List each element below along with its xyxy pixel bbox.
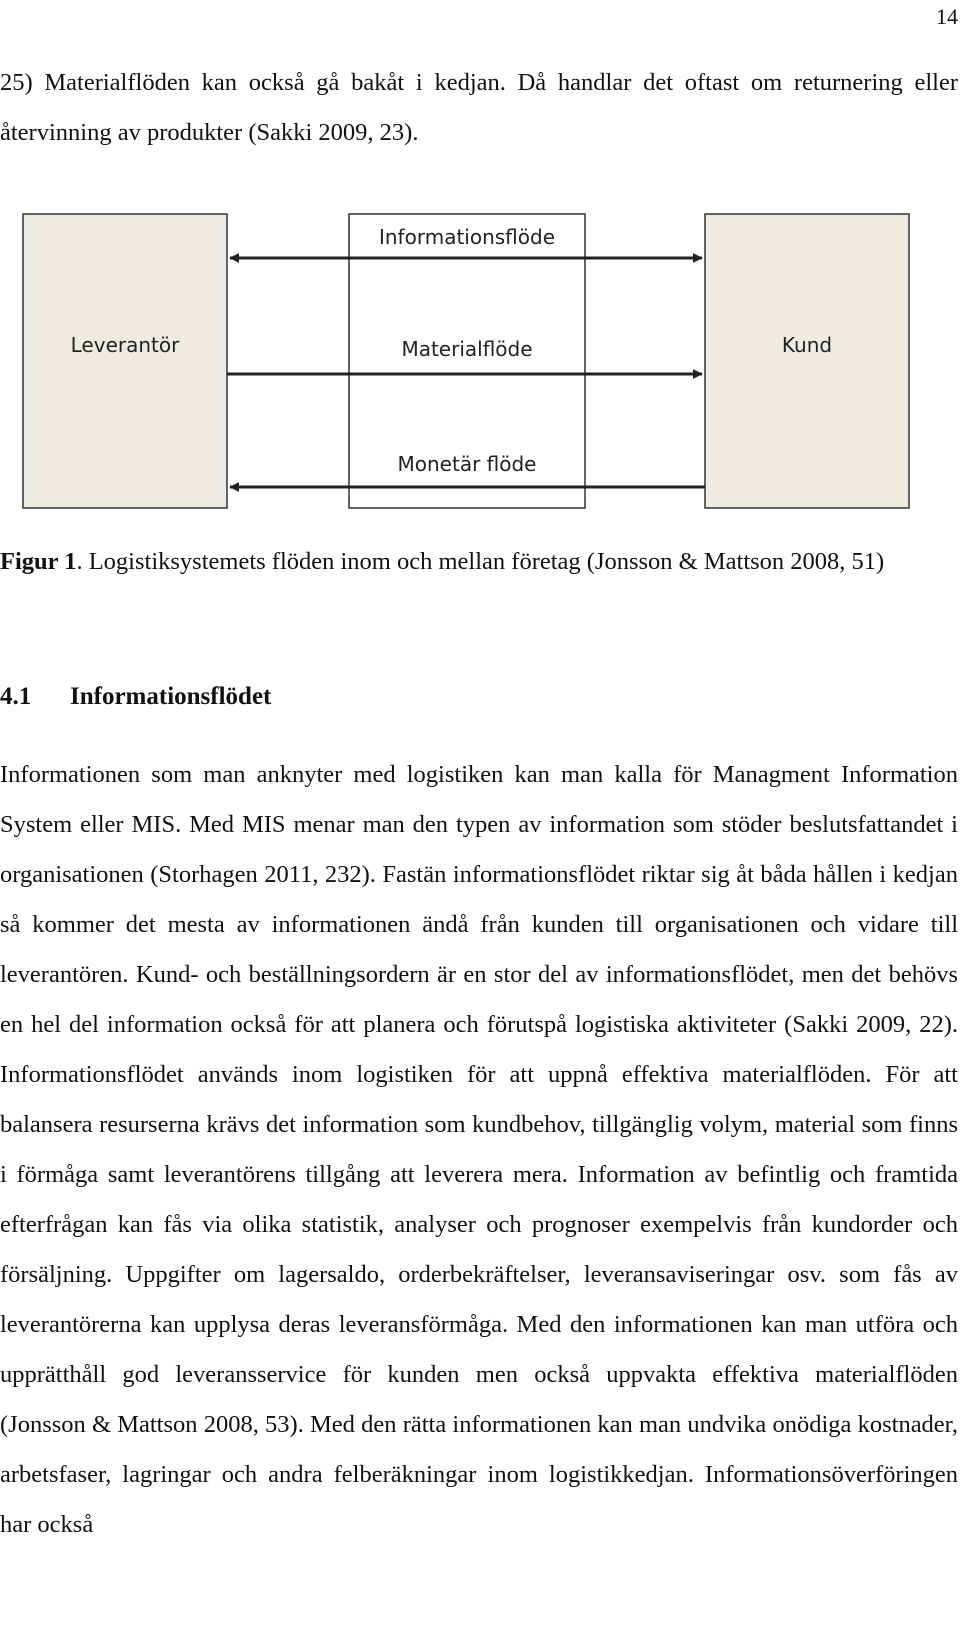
information-flow-label: Informationsflöde	[378, 225, 556, 249]
section-number: 4.1	[0, 683, 32, 710]
body-paragraph: Informationen som man anknyter med logistiken kan man kalla för Managment Information System eller MIS. Med MIS menar man den typen av information som stöder beslutsfattandet i organisationen (Storhagen 2011, 232). Fastän informationsflödet riktar sig åt båda hållen i kedjan så kommer det mesta av informationen ändå från kunden till organisationen och vidare till leverantören. Kund- och beställningsordern är en stor del av informationsflödet, men det behövs en hel del information också för att planera och förutspå logistiska aktiviteter (Sakki 2009, 22). Informationsflödet används inom logistiken för att uppnå effektiva materialflöden. För att balansera resurserna krävs det information som kundbehov, tillgänglig volym, material som finns i förmåga samt leverantörens tillgång att leverera mera. Information av befintlig och framtida efterfrågan kan fås via olika statistik, analyser och prognoser exempelvis från kundorder och försäljning. Uppgifter om lagersaldo, orderbekräftelser, leveransaviseringar osv. som fås av leverantörerna kan upplysa deras leveransförmåga. Med den informationen kan man utföra och upprätthåll god leveransservice för kunden men också uppvakta effektiva materialflöden (Jonsson & Mattson 2008, 53). Med den rätta informationen kan man undvika onödiga kostnader, arbetsfaser, lagringar och andra felberäkningar inom logistikkedjan. Informationsöverföringen har också	[0, 761, 958, 1538]
figure-caption	[0, 538, 958, 586]
intro-paragraph: 25) Materialflöden kan också gå bakåt i kedjan. Då handlar det oftast om returnering eller återvinning av produkter (Sakki 2009, 23).	[0, 69, 958, 146]
supplier-box	[23, 214, 227, 508]
material-flow-label: Materialflöde	[401, 337, 533, 361]
figure-caption-label: Figur 1	[0, 548, 77, 575]
monetary-flow-label: Monetär flöde	[397, 452, 537, 476]
page-number: 14	[936, 4, 958, 29]
flow-diagram	[22, 213, 912, 511]
supplier-label: Leverantör	[70, 333, 180, 357]
customer-label: Kund	[781, 333, 833, 357]
figure-caption-text: . Logistiksystemets flöden inom och mellan företag (Jonsson & Mattson 2008, 51)	[76, 548, 885, 575]
section-heading	[0, 672, 271, 722]
customer-box	[705, 214, 909, 508]
section-title: Informationsflödet	[70, 683, 272, 710]
